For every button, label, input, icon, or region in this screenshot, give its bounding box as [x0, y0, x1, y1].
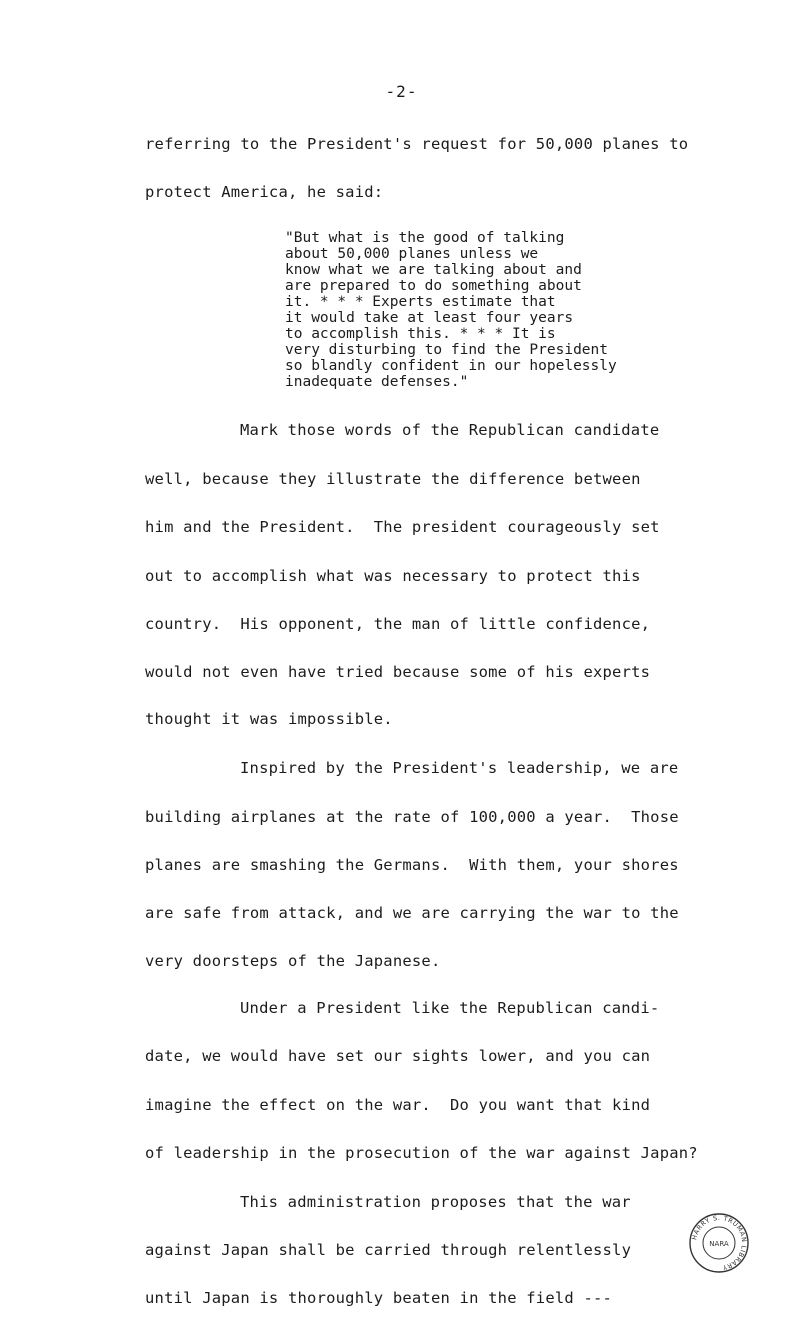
body-line: thought it was impossible.	[145, 710, 393, 728]
body-line: Inspired by the President's leadership, we are	[240, 759, 679, 777]
body-line: well, because they illustrate the difference between	[145, 470, 641, 488]
body-line: Under a President like the Republican candi-	[240, 999, 660, 1017]
body-line: planes are smashing the Germans. With them, your shores	[145, 856, 679, 874]
body-line: building airplanes at the rate of 100,000 a year. Those	[145, 808, 679, 826]
stamp-text: HARRY S. TRUMAN LIBRARY	[690, 1213, 749, 1272]
body-line: This administration proposes that the war	[240, 1193, 631, 1211]
body-line: imagine the effect on the war. Do you want that kind	[145, 1096, 651, 1114]
quote-line: "But what is the good of talking	[285, 230, 565, 246]
quote-line: so blandly confident in our hopelessly	[285, 358, 617, 374]
body-line: Mark those words of the Republican candidate	[240, 421, 660, 439]
quote-line: it would take at least four years	[285, 310, 574, 326]
body-line: of leadership in the prosecution of the war against Japan?	[145, 1144, 698, 1162]
page-number: -2-	[385, 82, 418, 101]
quote-line: very disturbing to find the President	[285, 342, 609, 358]
quote-line: are prepared to do something about	[285, 278, 582, 294]
body-line: would not even have tried because some of his experts	[145, 663, 651, 681]
quote-line: know what we are talking about and	[285, 262, 582, 278]
body-line: country. His opponent, the man of little confidence,	[145, 615, 651, 633]
quote-line: to accomplish this. * * * It is	[285, 326, 556, 342]
body-line: him and the President. The president courageously set	[145, 518, 660, 536]
body-line: date, we would have set our sights lower, and you can	[145, 1047, 651, 1065]
quote-line: inadequate defenses."	[285, 374, 469, 390]
quote-line: it. * * * Experts estimate that	[285, 294, 556, 310]
body-line: are safe from attack, and we are carrying the war to the	[145, 904, 679, 922]
body-line: protect America, he said:	[145, 183, 384, 201]
library-stamp-icon	[688, 1212, 750, 1274]
body-line: until Japan is thoroughly beaten in the field ---	[145, 1289, 613, 1307]
body-line: against Japan shall be carried through relentlessly	[145, 1241, 632, 1259]
quote-line: about 50,000 planes unless we	[285, 246, 539, 262]
stamp-inner-text: NARA	[709, 1240, 729, 1248]
body-line: very doorsteps of the Japanese.	[145, 952, 441, 970]
body-line: referring to the President's request for 50,000 planes to	[145, 135, 689, 153]
body-line: out to accomplish what was necessary to protect this	[145, 567, 641, 585]
